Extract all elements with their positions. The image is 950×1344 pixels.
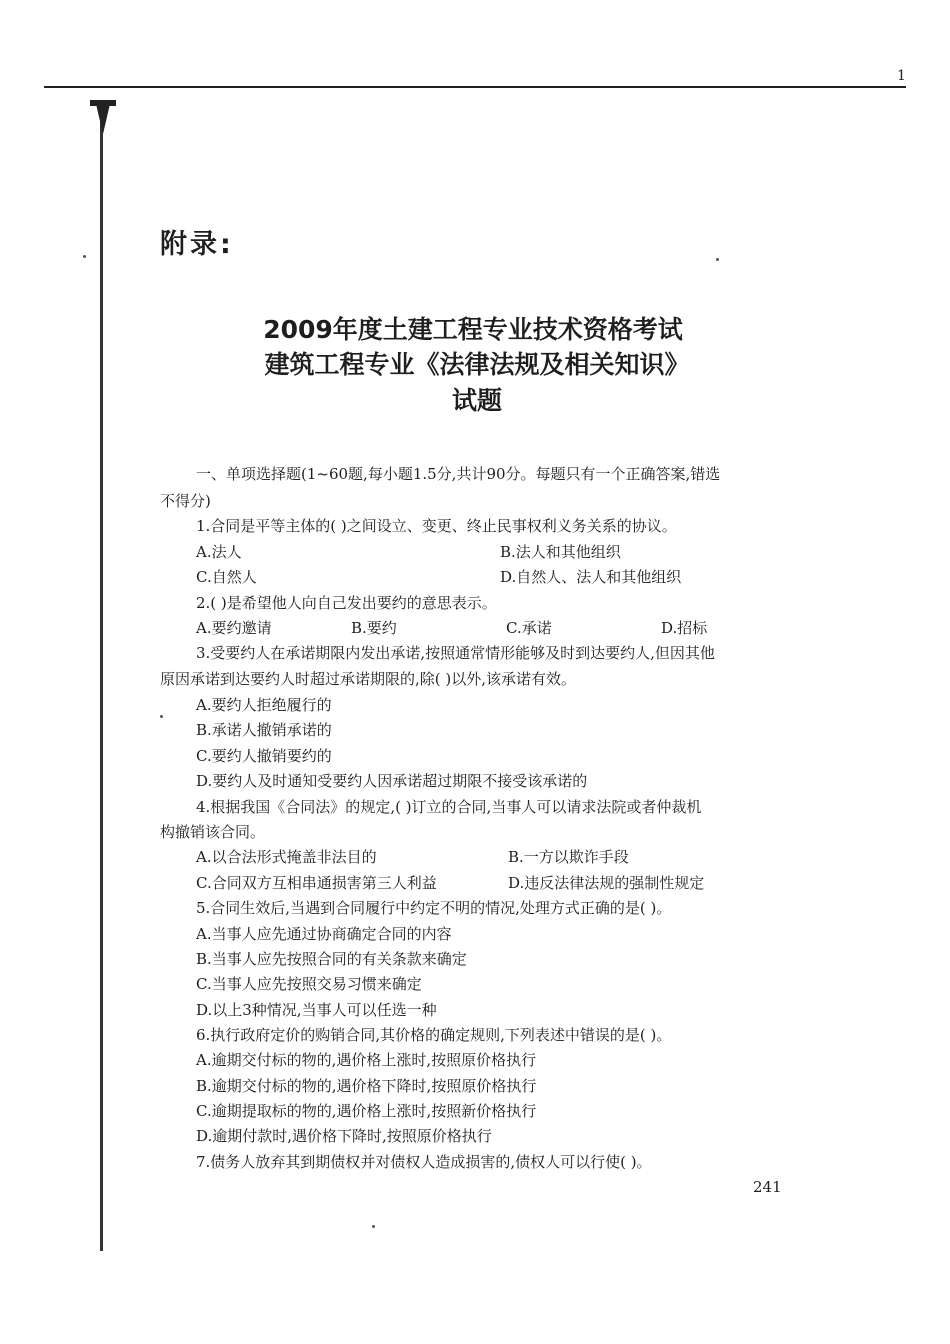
question-5-stem: 5.合同生效后,当遇到合同履行中约定不明的情况,处理方式正确的是( )。 [196, 899, 672, 917]
section-heading: 一、单项选择题(1~60题,每小题1.5分,共计90分。每题只有一个正确答案,错选 [196, 465, 721, 483]
question-6-option-d: D.逾期付款时,遇价格下降时,按照原价格执行 [196, 1127, 492, 1145]
question-1-stem: 1.合同是平等主体的( )之间设立、变更、终止民事权利义务关系的协议。 [196, 517, 677, 535]
question-4-stem-cont: 构撤销该合同。 [160, 823, 266, 841]
question-4-option-d: D.违反法律法规的强制性规定 [508, 874, 705, 892]
question-6-option-a: A.逾期交付标的物的,遇价格上涨时,按照原价格执行 [196, 1051, 537, 1069]
question-4-option-a: A.以合法形式掩盖非法目的 [196, 848, 377, 866]
question-2-option-d: D.招标 [661, 619, 708, 637]
question-3-option-a: A.要约人拒绝履行的 [196, 696, 332, 714]
question-1-option-a: A.法人 [196, 543, 242, 561]
question-3-option-b: B.承诺人撤销承诺的 [196, 721, 332, 739]
question-3-option-d: D.要约人及时通知受要约人因承诺超过期限不接受该承诺的 [196, 772, 588, 790]
question-5-option-c: C.当事人应先按照交易习惯来确定 [196, 975, 422, 993]
question-4-option-b: B.一方以欺诈手段 [508, 848, 629, 866]
section-heading-cont: 不得分) [160, 492, 211, 510]
question-2-stem: 2.( )是希望他人向自己发出要约的意思表示。 [196, 594, 497, 612]
question-5-option-b: B.当事人应先按照合同的有关条款来确定 [196, 950, 467, 968]
question-2-option-c: C.承诺 [506, 619, 552, 637]
question-3-stem-cont: 原因承诺到达要约人时超过承诺期限的,除( )以外,该承诺有效。 [160, 670, 577, 688]
question-5-option-a: A.当事人应先通过协商确定合同的内容 [196, 925, 452, 943]
question-7-stem: 7.债务人放弃其到期债权并对债权人造成损害的,债权人可以行使( )。 [196, 1153, 652, 1171]
question-1-option-b: B.法人和其他组织 [500, 543, 621, 561]
question-6-stem: 6.执行政府定价的购销合同,其价格的确定规则,下列表述中错误的是( )。 [196, 1026, 672, 1044]
exam-title-line1: 2009年度土建工程专业技术资格考试 [263, 315, 683, 344]
question-1-option-d: D.自然人、法人和其他组织 [500, 568, 682, 586]
question-3-stem: 3.受要约人在承诺期限内发出承诺,按照通常情形能够及时到达要约人,但因其他 [196, 644, 715, 662]
question-6-option-b: B.逾期交付标的物的,遇价格下降时,按照原价格执行 [196, 1077, 537, 1095]
footer-page-number: 241 [753, 1178, 782, 1196]
question-2-option-a: A.要约邀请 [196, 619, 272, 637]
appendix-label: 附录: [160, 229, 234, 260]
exam-title-line3: 试题 [451, 386, 502, 415]
question-6-option-c: C.逾期提取标的物的,遇价格上涨时,按照新价格执行 [196, 1102, 537, 1120]
question-3-option-c: C.要约人撤销要约的 [196, 747, 332, 765]
question-4-stem: 4.根据我国《合同法》的规定,( )订立的合同,当事人可以请求法院或者仲裁机 [196, 798, 702, 816]
question-5-option-d: D.以上3种情况,当事人可以任选一种 [196, 1001, 437, 1019]
top-page-number: 1 [897, 68, 906, 84]
question-4-option-c: C.合同双方互相串通损害第三人利益 [196, 874, 437, 892]
exam-title-line2: 建筑工程专业《法律法规及相关知识》 [264, 350, 690, 379]
question-1-option-c: C.自然人 [196, 568, 257, 586]
question-2-option-b: B.要约 [351, 619, 397, 637]
